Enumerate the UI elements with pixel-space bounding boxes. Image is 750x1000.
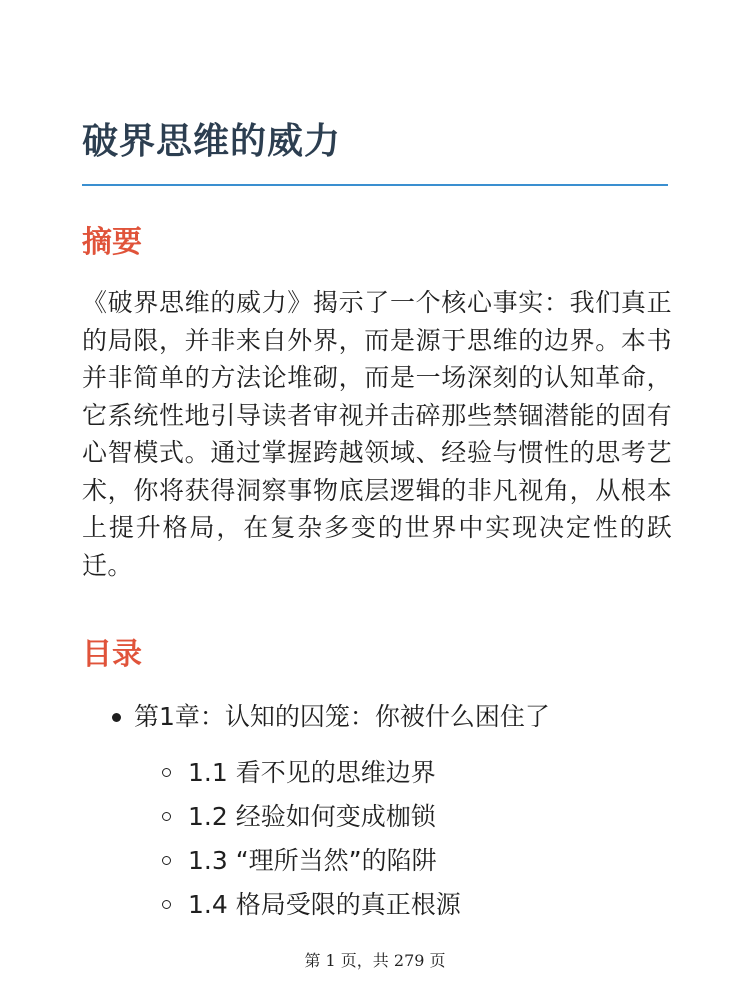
bullet-dot-icon [112, 713, 121, 722]
bullet-circle-icon [162, 900, 171, 909]
bullet-circle-icon [162, 768, 171, 777]
toc-section-label: 1.1 看不见的思维边界 [188, 758, 436, 787]
bullet-circle-icon [162, 812, 171, 821]
toc-section-label: 1.4 格局受限的真正根源 [188, 890, 461, 919]
toc-heading: 目录 [82, 637, 142, 672]
bullet-circle-icon [162, 856, 171, 865]
document-title: 破界思维的威力 [82, 121, 342, 162]
title-divider [82, 184, 668, 186]
toc-section-label: 1.2 经验如何变成枷锁 [188, 802, 436, 831]
toc-chapter-label: 第1章：认知的囚笼：你被什么困住了 [134, 702, 550, 731]
abstract-body: 《破界思维的威力》揭示了一个核心事实：我们真正的局限，并非来自外界，而是源于思维的边界。本书并非简单的方法论堆砌，而是一场深刻的认知革命，它系统性地引导读者审视并击碎那些禁锢潜能的固有心智模式。通过掌握跨越领域、经验与惯性的思考艺术，你将获得洞察事物底层逻辑的非凡视角，从根本上提升格局，在复杂多变的世界中实现决定性的跃迁。 [82, 288, 672, 580]
page-number-footer: 第 1 页，共 279 页 [304, 951, 446, 970]
abstract-heading: 摘要 [82, 225, 142, 260]
toc-section-label: 1.3 “理所当然”的陷阱 [188, 846, 437, 875]
